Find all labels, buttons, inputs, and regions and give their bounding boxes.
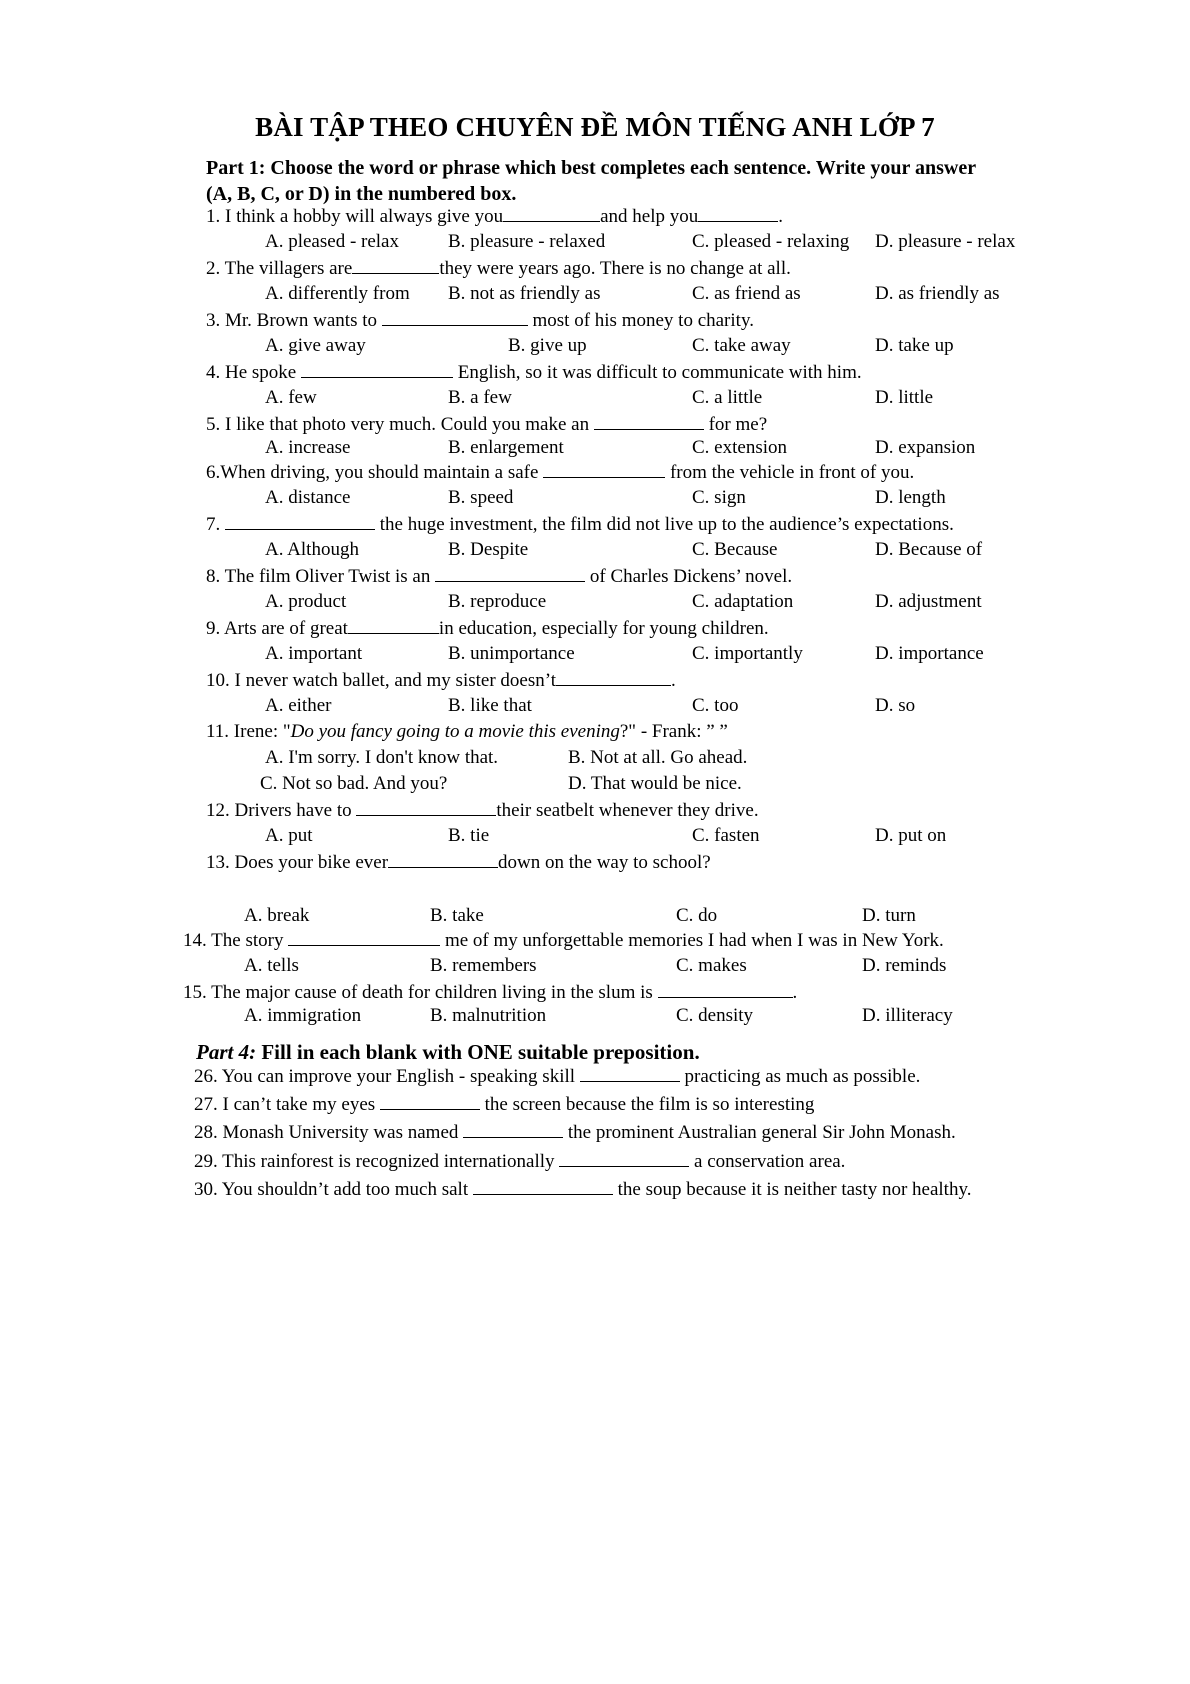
option-a[interactable]: A. few (265, 387, 317, 408)
part4-label: Part 4: (196, 1040, 257, 1064)
option-b[interactable]: B. enlargement (448, 437, 564, 458)
answer-blank[interactable] (698, 205, 778, 222)
answer-blank[interactable] (580, 1065, 680, 1082)
question-text: 29. This rainforest is recognized internationally (194, 1151, 560, 1172)
question-text: me of my unforgettable memories I had when I was in New York. (440, 930, 944, 951)
option-a[interactable]: A. differently from (265, 283, 410, 304)
option-c[interactable]: C. importantly (692, 643, 803, 664)
answer-blank[interactable] (225, 513, 375, 530)
option-b[interactable]: B. reproduce (448, 591, 547, 612)
answer-blank[interactable] (503, 205, 600, 222)
answer-blank[interactable] (356, 799, 496, 816)
question-text: 4. He spoke (206, 362, 301, 383)
question-14 (183, 929, 944, 952)
question-text: 1. I think a hobby will always give you (206, 206, 504, 227)
option-d[interactable]: D. adjustment (875, 591, 982, 612)
option-c[interactable]: C. pleased - relaxing (692, 231, 850, 252)
option-c[interactable]: C. Because (692, 539, 778, 560)
question-11 (206, 721, 728, 743)
option-a[interactable]: A. increase (265, 437, 351, 458)
answer-blank[interactable] (658, 981, 793, 998)
question-9 (206, 617, 769, 640)
question-8 (206, 565, 792, 588)
question-6 (206, 461, 914, 484)
part4-instruction: Fill in each blank with ONE suitable preposition. (256, 1040, 700, 1064)
option-c[interactable]: C. take away (692, 335, 791, 356)
option-c[interactable]: C. a little (692, 387, 763, 408)
option-c[interactable]: C. do (676, 905, 718, 926)
question-text: 12. Drivers have to (206, 800, 357, 821)
question-text: in education, especially for young children. (438, 618, 769, 639)
answer-blank[interactable] (348, 617, 439, 634)
page-title: BÀI TẬP THEO CHUYÊN ĐỀ MÔN TIẾNG ANH LỚP 7 (255, 112, 935, 142)
option-d[interactable]: D. so (875, 695, 916, 716)
part4-heading (196, 1040, 700, 1065)
question-15 (183, 981, 797, 1004)
option-d[interactable]: D. That would be nice. (568, 773, 742, 794)
option-c[interactable]: C. fasten (692, 825, 760, 846)
question-text: 28. Monash University was named (194, 1122, 464, 1143)
question-4 (206, 361, 862, 384)
option-b[interactable]: B. tie (448, 825, 490, 846)
question-text: the screen because the film is so interesting (479, 1094, 815, 1115)
option-c[interactable]: C. adaptation (692, 591, 794, 612)
option-b[interactable]: B. speed (448, 487, 514, 508)
question-30 (194, 1178, 971, 1201)
question-text: most of his money to charity. (527, 310, 754, 331)
question-text: for me? (703, 414, 768, 435)
option-a[interactable]: A. either (265, 695, 332, 716)
option-b[interactable]: B. pleasure - relaxed (448, 231, 606, 252)
question-text: a conservation area. (689, 1151, 846, 1172)
option-a[interactable]: A. important (265, 643, 363, 664)
option-d[interactable]: D. put on (875, 825, 947, 846)
option-c[interactable]: C. sign (692, 487, 746, 508)
option-d[interactable]: D. illiteracy (862, 1005, 953, 1026)
option-a[interactable]: A. break (244, 905, 310, 926)
question-text: 26. You can improve your English - speaking skill (194, 1066, 580, 1087)
option-d[interactable]: D. little (875, 387, 934, 408)
question-text: and help you (600, 206, 699, 227)
question-text: the prominent Australian general Sir John Monash. (563, 1122, 956, 1143)
question-text: 14. The story (183, 930, 289, 951)
question-text: 8. The film Oliver Twist is an (206, 566, 436, 587)
option-d[interactable]: D. length (875, 487, 946, 508)
question-2 (206, 257, 791, 280)
option-b[interactable]: B. remembers (430, 955, 537, 976)
question-text: 3. Mr. Brown wants to (206, 310, 382, 331)
option-b[interactable]: B. Not at all. Go ahead. (568, 747, 748, 768)
option-d[interactable]: D. importance (875, 643, 984, 664)
answer-blank[interactable] (473, 1178, 613, 1195)
option-c[interactable]: C. Not so bad. And you? (260, 773, 448, 794)
answer-blank[interactable] (435, 565, 585, 582)
option-d[interactable]: D. expansion (875, 437, 976, 458)
option-d[interactable]: D. Because of (875, 539, 983, 560)
option-b[interactable]: B. a few (448, 387, 512, 408)
option-b[interactable]: B. not as friendly as (448, 283, 601, 304)
answer-blank[interactable] (463, 1121, 563, 1138)
question-text: 11. Irene: " (206, 721, 291, 742)
option-b[interactable]: B. Despite (448, 539, 529, 560)
question-text: 15. The major cause of death for children living in the slum is (183, 982, 658, 1003)
question-10 (206, 669, 676, 692)
question-text: 27. I can’t take my eyes (194, 1094, 380, 1115)
option-b[interactable]: B. give up (508, 335, 587, 356)
question-text: . (792, 982, 798, 1003)
option-a[interactable]: A. pleased - relax (265, 231, 399, 252)
option-d[interactable]: D. reminds (862, 955, 947, 976)
option-a[interactable]: A. give away (265, 335, 366, 356)
question-3 (206, 309, 754, 332)
option-c[interactable]: C. too (692, 695, 739, 716)
part1-instruction-line1: Part 1: Choose the word or phrase which best completes each sentence. Write your answer (206, 157, 977, 179)
question-text: English, so it was difficult to communicate with him. (452, 362, 862, 383)
question-text: they were years ago. There is no change at all. (439, 258, 791, 279)
question-13 (206, 851, 711, 874)
option-b[interactable]: B. malnutrition (430, 1005, 547, 1026)
question-text: 6.When driving, you should maintain a safe (206, 462, 544, 483)
answer-blank[interactable] (388, 851, 498, 868)
option-a[interactable]: A. I'm sorry. I don't know that. (265, 747, 499, 768)
question-text: down on the way to school? (498, 852, 711, 873)
question-text: practicing as much as possible. (679, 1066, 921, 1087)
question-text: 5. I like that photo very much. Could you make an (206, 414, 594, 435)
answer-blank[interactable] (380, 1093, 480, 1110)
option-d[interactable]: D. pleasure - relax (875, 231, 1016, 252)
option-d[interactable]: D. turn (862, 905, 916, 926)
question-text: 30. You shouldn’t add too much salt (194, 1179, 473, 1200)
part1-instruction-line2: (A, B, C, or D) in the numbered box. (206, 183, 517, 205)
question-text: 9. Arts are of great (206, 618, 348, 639)
option-c[interactable]: C. makes (676, 955, 747, 976)
question-5 (206, 413, 767, 436)
option-b[interactable]: B. take (430, 905, 484, 926)
question-text: 2. The villagers are (206, 258, 353, 279)
question-text: 7. (206, 514, 225, 535)
question-text: . (778, 206, 784, 227)
question-12 (206, 799, 759, 822)
question-text: of Charles Dickens’ novel. (585, 566, 793, 587)
question-text: their seatbelt whenever they drive. (496, 800, 759, 821)
question-text: 10. I never watch ballet, and my sister doesn’t (206, 670, 556, 691)
question-text: from the vehicle in front of you. (665, 462, 915, 483)
question-1 (206, 205, 783, 228)
answer-blank[interactable] (543, 461, 665, 478)
option-a[interactable]: A. distance (265, 487, 351, 508)
option-b[interactable]: B. like that (448, 695, 532, 716)
option-a[interactable]: A. product (265, 591, 347, 612)
question-7 (206, 513, 954, 536)
question-text: ?" - Frank: ” ” (619, 721, 728, 742)
question-text: . (671, 670, 676, 691)
option-c[interactable]: C. extension (692, 437, 787, 458)
answer-blank[interactable] (288, 929, 440, 946)
option-a[interactable]: A. tells (244, 955, 299, 976)
question-quote: Do you fancy going to a movie this evening (290, 721, 620, 742)
answer-blank[interactable] (352, 257, 439, 274)
answer-blank[interactable] (594, 413, 704, 430)
option-a[interactable]: A. Although (265, 539, 359, 560)
answer-blank[interactable] (556, 669, 671, 686)
question-text: the huge investment, the film did not live up to the audience’s expectations. (375, 514, 954, 535)
question-28 (194, 1121, 956, 1144)
question-text: 13. Does your bike ever (206, 852, 389, 873)
answer-blank[interactable] (301, 361, 453, 378)
question-29 (194, 1150, 845, 1173)
question-27 (194, 1093, 814, 1116)
option-a[interactable]: A. immigration (244, 1005, 362, 1026)
option-d[interactable]: D. take up (875, 335, 954, 356)
answer-blank[interactable] (559, 1150, 689, 1167)
answer-blank[interactable] (382, 309, 528, 326)
question-26 (194, 1065, 920, 1088)
option-b[interactable]: B. unimportance (448, 643, 575, 664)
option-c[interactable]: C. density (676, 1005, 754, 1026)
option-a[interactable]: A. put (265, 825, 313, 846)
option-c[interactable]: C. as friend as (692, 283, 801, 304)
question-text: the soup because it is neither tasty nor healthy. (612, 1179, 972, 1200)
option-d[interactable]: D. as friendly as (875, 283, 1000, 304)
